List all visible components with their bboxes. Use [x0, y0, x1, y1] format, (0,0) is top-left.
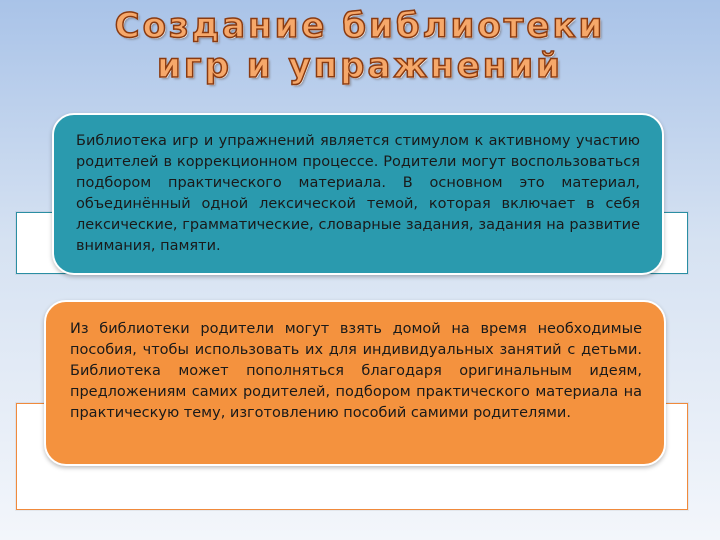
- info-card-1: [52, 113, 664, 275]
- info-card-2: [44, 300, 666, 466]
- title-line-1: Создание библиотеки: [114, 6, 606, 46]
- info-card-1-text: Библиотека игр и упражнений является стимулом к активному участию родителей в коррекционном процессе. Родители могут воспользоваться подбором практического материала. В основном это материал, объединённый одной лексической темой, которая включает в себя лексические, грамматические, словарные задания, задания на развитие внимания, памяти.: [76, 133, 640, 254]
- title-line-2: игр и упражнений: [157, 46, 563, 86]
- slide-title: [0, 6, 720, 86]
- info-card-2-text: Из библиотеки родители могут взять домой на время необходимые пособия, чтобы использовать их для индивидуальных занятий с детьми. Библиотека может пополняться благодаря оригинальным идеям, предложениям самих родителей, подбором практического материала на практическую тему, изготовлению пособий самими родителями.: [70, 321, 642, 421]
